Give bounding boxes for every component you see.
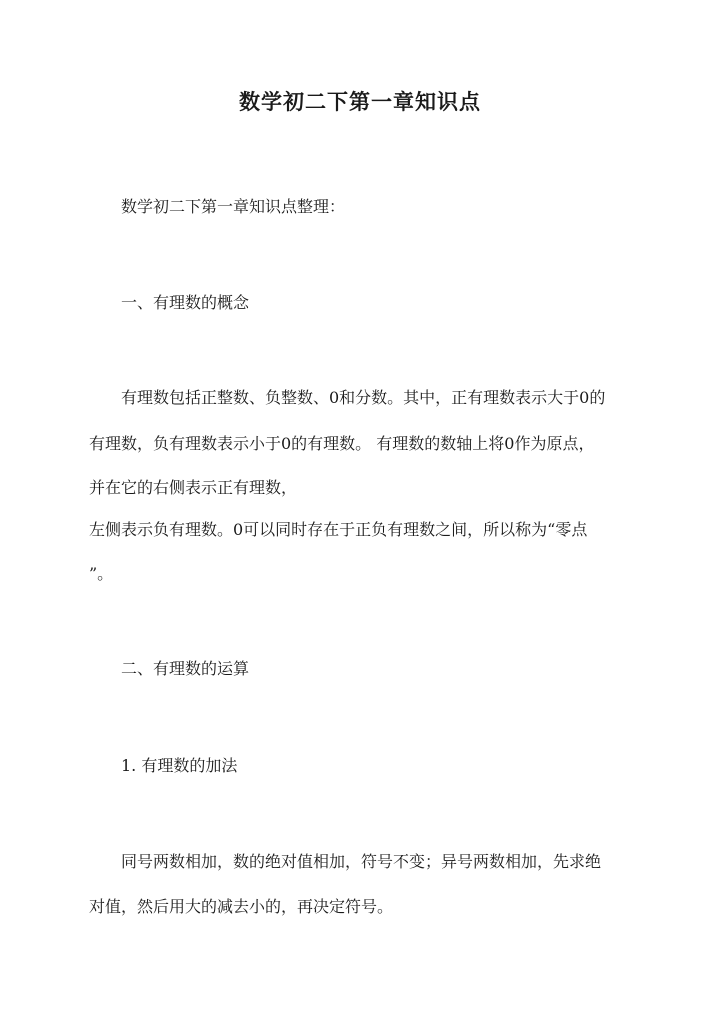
intro-text: 数学初二下第一章知识点整理： — [121, 197, 346, 216]
paragraph-line: 有理数，负有理数表示小于0的有理数。 有理数的数轴上将0作为原点， — [89, 434, 595, 453]
paragraph-line: ”。 — [89, 564, 114, 583]
subsection-heading-addition: 1. 有理数的加法 — [121, 756, 238, 775]
paragraph-line: 对值，然后用大的减去小的，再决定符号。 — [89, 897, 394, 916]
paragraph-line: 左侧表示负有理数。0可以同时存在于正负有理数之间，所以称为“零点 — [89, 520, 588, 539]
paragraph-line: 有理数包括正整数、负整数、0和分数。其中，正有理数表示大于0的 — [121, 388, 606, 407]
paragraph-line: 同号两数相加，数的绝对值相加，符号不变；异号两数相加，先求绝 — [121, 852, 602, 871]
section-heading-concept: 一、有理数的概念 — [121, 293, 250, 312]
document-title: 数学初二下第一章知识点 — [239, 89, 481, 114]
section-heading-operations: 二、有理数的运算 — [121, 659, 250, 678]
paragraph-line: 并在它的右侧表示正有理数， — [89, 478, 298, 497]
